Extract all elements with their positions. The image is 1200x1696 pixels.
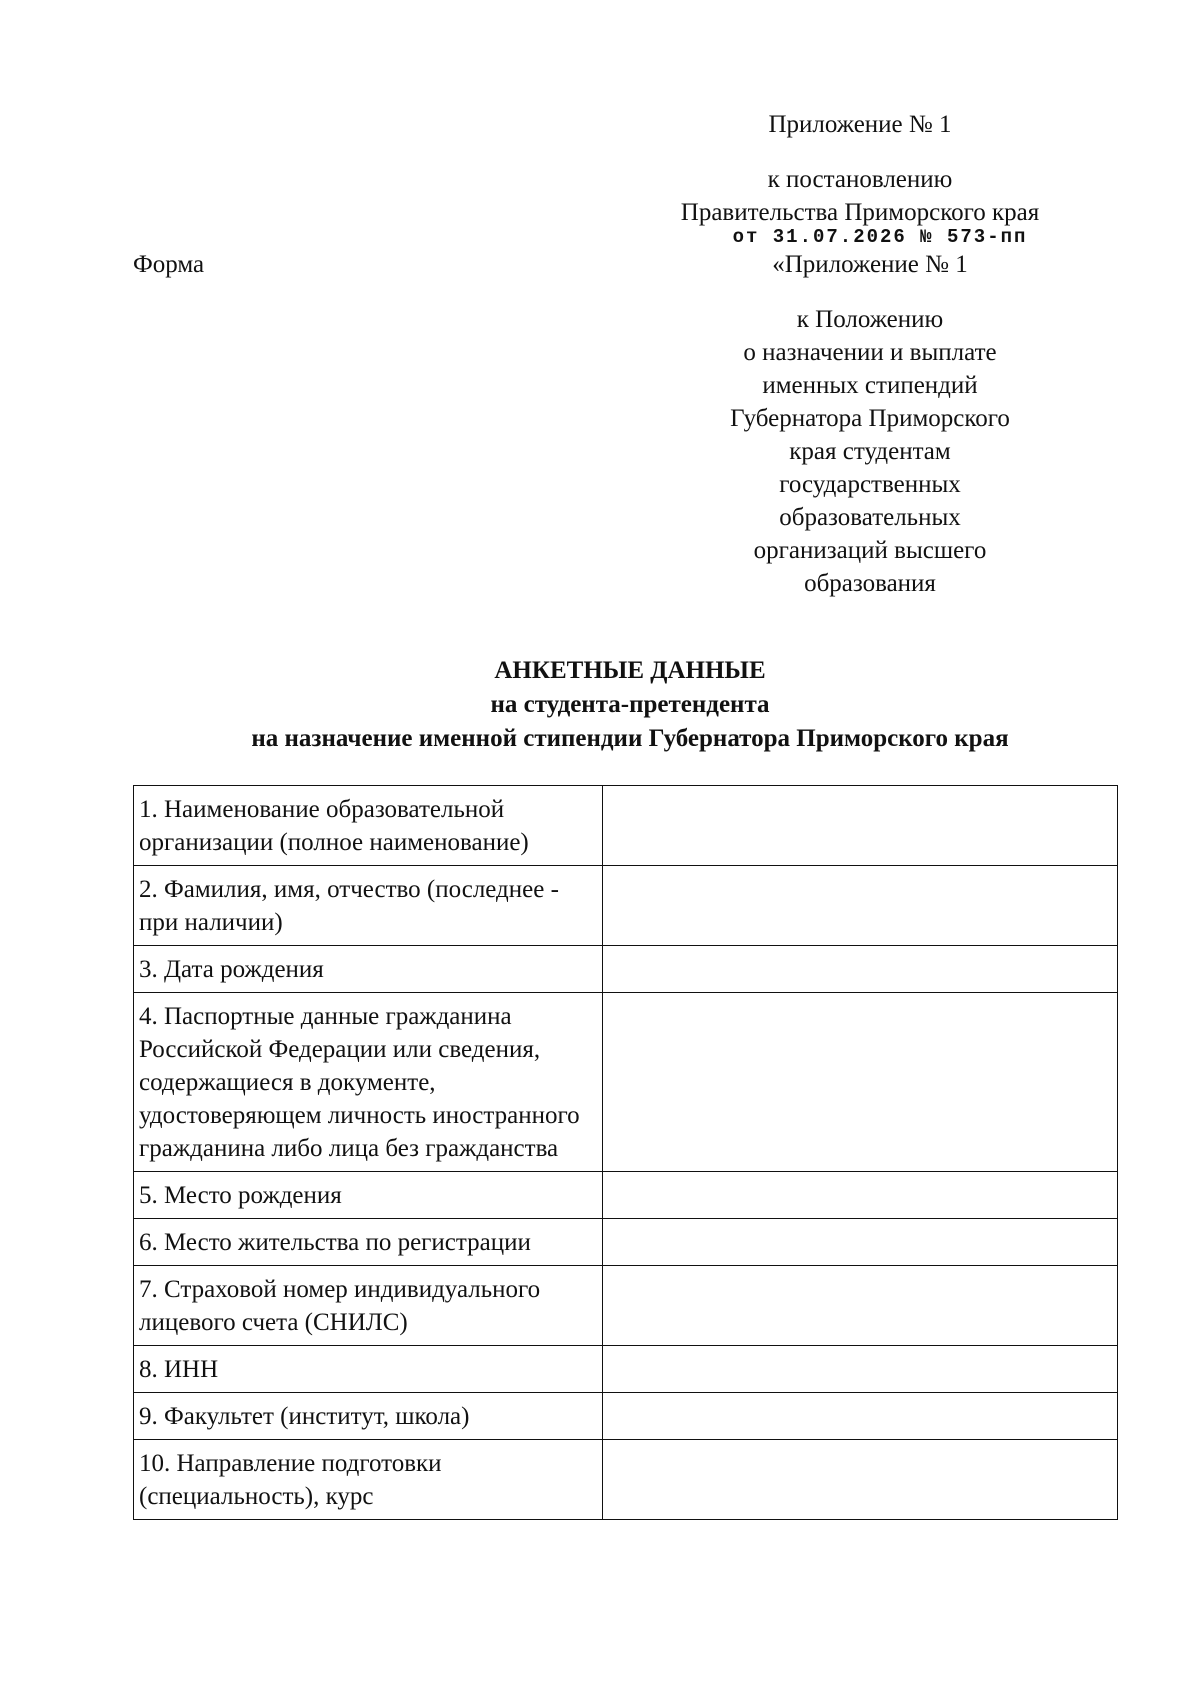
field-value[interactable] — [602, 946, 1117, 993]
heading-subtitle: на студента-претендента — [490, 691, 770, 718]
table-row — [134, 1440, 1118, 1520]
table-row — [134, 786, 1118, 866]
field-label: 8. ИНН — [134, 1346, 603, 1393]
regulation-line: образовательных — [779, 504, 961, 531]
appendix-line: к постановлению — [767, 166, 953, 193]
field-label: 1. Наименование образовательной организации (полное наименование) — [134, 786, 603, 866]
order-number-stamp: от 31.07.2026 № 573-пп — [732, 226, 1028, 248]
table-row — [134, 866, 1118, 946]
table-row — [134, 993, 1118, 1172]
field-label: 4. Паспортные данные гражданина Российской Федерации или сведения, содержащиеся в документе, удостоверяющем личность иностранного гражданина либо лица без гражданства — [134, 993, 603, 1172]
field-value[interactable] — [602, 1346, 1117, 1393]
field-value[interactable] — [602, 1440, 1117, 1520]
regulation-line: к Положению — [796, 306, 944, 333]
appendix-title: Приложение № 1 — [768, 111, 952, 138]
field-label: 2. Фамилия, имя, отчество (последнее - при наличии) — [134, 866, 603, 946]
regulation-line: образования — [804, 570, 936, 597]
regulation-line: государственных — [779, 471, 961, 498]
regulation-line: Губернатора Приморского — [730, 405, 1010, 432]
appendix-line: Правительства Приморского края — [680, 199, 1040, 226]
table-row — [134, 1346, 1118, 1393]
regulation-line: организаций высшего — [753, 537, 987, 564]
regulation-line: края студентам — [789, 438, 951, 465]
document-heading — [0, 654, 1200, 756]
field-value[interactable] — [602, 866, 1117, 946]
field-value[interactable] — [602, 1266, 1117, 1346]
field-label: 5. Место рождения — [134, 1172, 603, 1219]
table-row — [134, 946, 1118, 993]
heading-title: АНКЕТНЫЕ ДАННЫЕ — [494, 657, 766, 684]
field-value[interactable] — [602, 1393, 1117, 1440]
regulation-title: «Приложение № 1 — [772, 251, 968, 278]
heading-subtitle: на назначение именной стипендии Губернатора Приморского края — [251, 725, 1009, 752]
field-label: 7. Страховой номер индивидуального лицевого счета (СНИЛС) — [134, 1266, 603, 1346]
field-value[interactable] — [602, 786, 1117, 866]
regulation-line: именных стипендий — [762, 372, 978, 399]
field-value[interactable] — [602, 1219, 1117, 1266]
field-value[interactable] — [602, 1172, 1117, 1219]
field-label: 9. Факультет (институт, школа) — [134, 1393, 603, 1440]
regulation-line: о назначении и выплате — [743, 339, 997, 366]
appendix-header — [590, 108, 1130, 247]
field-label: 3. Дата рождения — [134, 946, 603, 993]
field-label: 10. Направление подготовки (специальность), курс — [134, 1440, 603, 1520]
table-row — [134, 1219, 1118, 1266]
questionnaire-table — [133, 785, 1118, 1520]
table-row — [134, 1266, 1118, 1346]
form-label: Форма — [133, 251, 205, 278]
field-value[interactable] — [602, 993, 1117, 1172]
table-row — [134, 1393, 1118, 1440]
field-label: 6. Место жительства по регистрации — [134, 1219, 603, 1266]
regulation-header — [700, 248, 1040, 600]
table-row — [134, 1172, 1118, 1219]
